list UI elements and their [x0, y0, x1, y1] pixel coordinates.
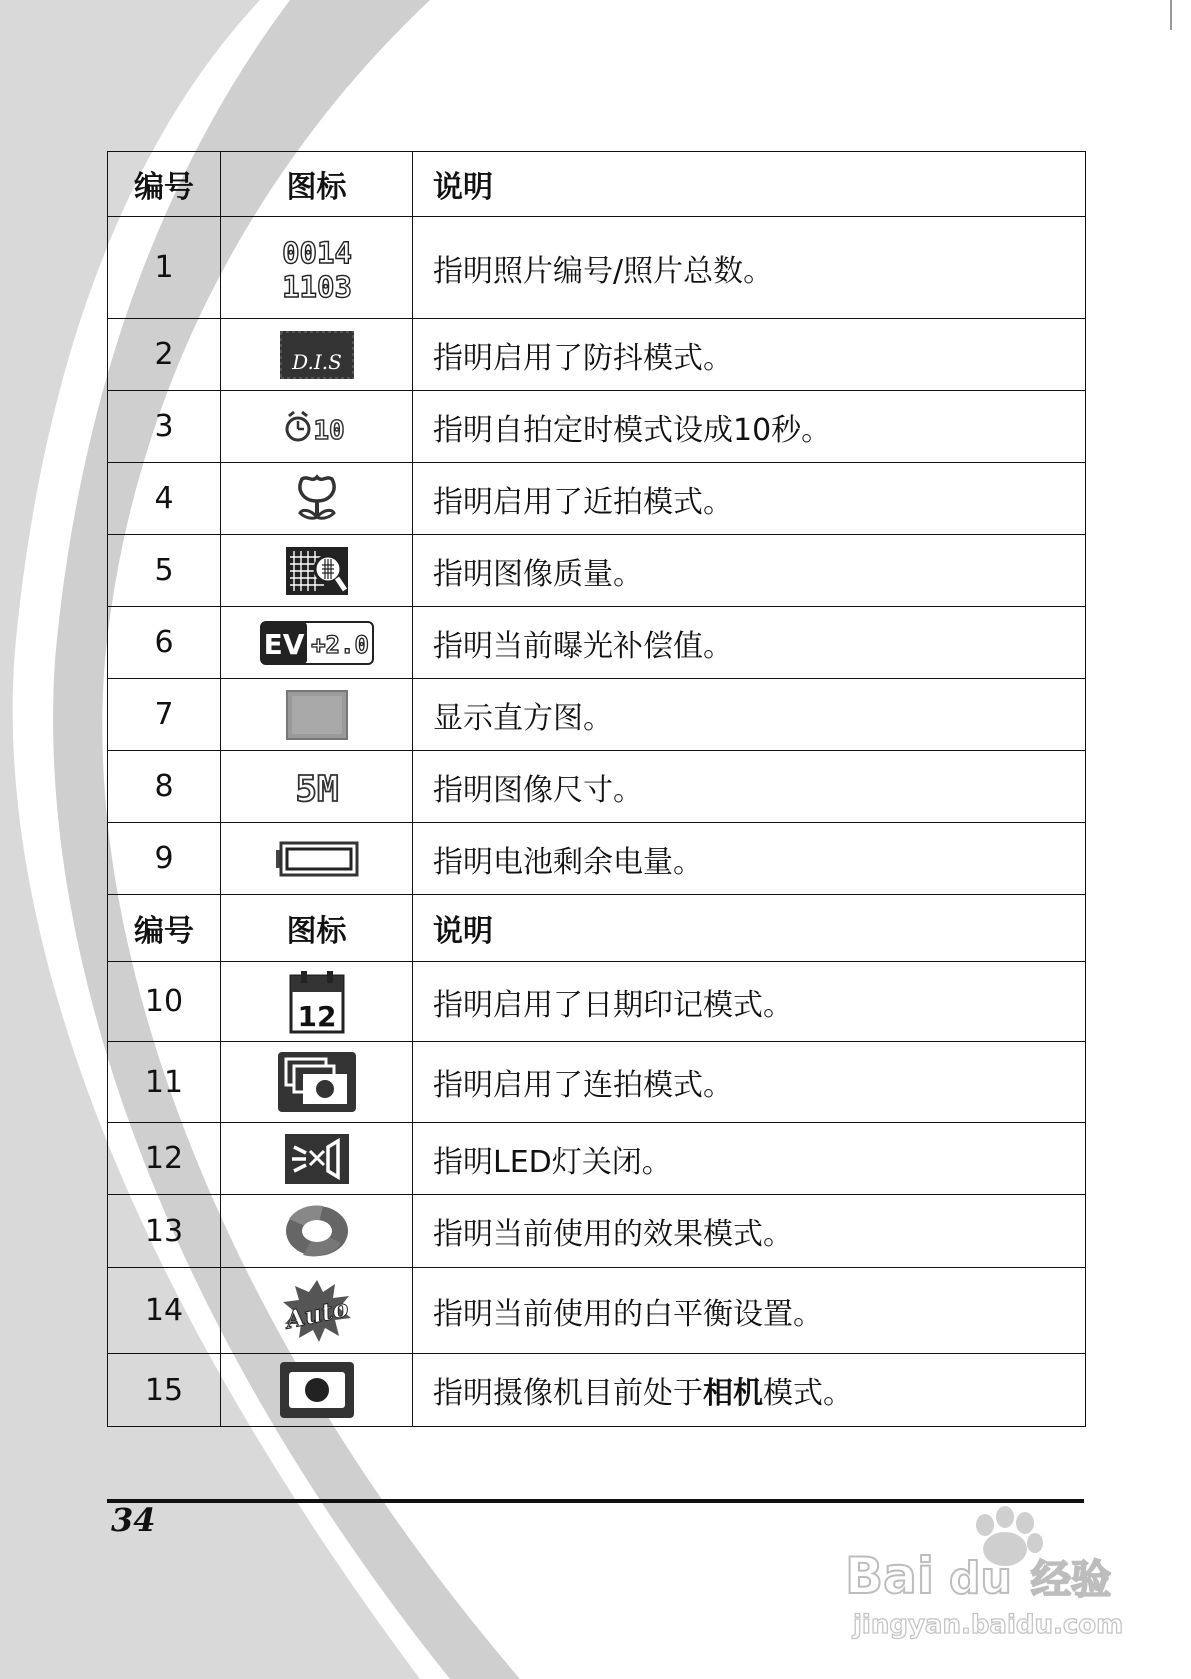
- row-description: 指明图像质量。: [413, 535, 1086, 607]
- row-number: 5: [108, 535, 221, 607]
- watermark-logo-du: du: [949, 1553, 1012, 1604]
- header-number: 编号: [108, 152, 221, 217]
- row-description: 显示直方图。: [413, 679, 1086, 751]
- camera-mode-icon: [279, 1361, 355, 1419]
- desc-text-pre: 指明摄像机目前处于: [433, 1376, 703, 1411]
- ev-label: EV: [263, 627, 304, 661]
- table-row: [108, 607, 1086, 679]
- row-number: 2: [108, 319, 221, 391]
- table-row: [108, 679, 1086, 751]
- table-row: [108, 823, 1086, 895]
- row-number: 6: [108, 607, 221, 679]
- row-number: 12: [108, 1123, 221, 1195]
- table-row: [108, 535, 1086, 607]
- row-number: 11: [108, 1042, 221, 1123]
- table-header-row-repeat: [108, 895, 1086, 962]
- row-description: 指明当前使用的效果模式。: [413, 1195, 1086, 1268]
- battery-icon: [274, 840, 360, 878]
- row-number: 14: [108, 1268, 221, 1354]
- photo-counter-bottom: 1103: [281, 269, 352, 303]
- date-stamp-day: 12: [297, 999, 336, 1033]
- watermark-url: jingyan.baidu.com: [853, 1610, 1124, 1640]
- dis-icon: [280, 331, 354, 379]
- row-number: 10: [108, 962, 221, 1042]
- table-row: [108, 217, 1086, 319]
- row-description: 指明启用了连拍模式。: [413, 1042, 1086, 1123]
- crop-mark: [1170, 0, 1172, 30]
- image-size-icon: [285, 767, 349, 807]
- effect-mode-icon: [283, 1203, 351, 1259]
- date-stamp-icon: [289, 970, 345, 1034]
- white-balance-auto-icon: [281, 1278, 353, 1344]
- histogram-icon: [286, 690, 348, 740]
- burst-mode-icon: [277, 1051, 357, 1113]
- row-number: 9: [108, 823, 221, 895]
- table-row: [108, 1354, 1086, 1427]
- row-number: 13: [108, 1195, 221, 1268]
- row-description: 指明启用了日期印记模式。: [413, 962, 1086, 1042]
- image-size-label: 5M: [294, 768, 339, 807]
- table-row: [108, 463, 1086, 535]
- row-description: 指明照片编号/照片总数。: [413, 217, 1086, 319]
- row-description: 指明LED灯关闭。: [413, 1123, 1086, 1195]
- row-description: [413, 1354, 1086, 1427]
- table-row: [108, 1123, 1086, 1195]
- row-description: 指明启用了防抖模式。: [413, 319, 1086, 391]
- row-description: 指明图像尺寸。: [413, 751, 1086, 823]
- header-description: 说明: [413, 895, 1086, 962]
- row-description: 指明当前使用的白平衡设置。: [413, 1268, 1086, 1354]
- table-header-row: [108, 152, 1086, 217]
- table-row: [108, 1195, 1086, 1268]
- led-off-icon: [284, 1133, 350, 1185]
- table-row: [108, 1268, 1086, 1354]
- row-number: 7: [108, 679, 221, 751]
- baidu-jingyan-watermark: [845, 1505, 1125, 1655]
- self-timer-seconds: 10: [312, 415, 345, 446]
- watermark-logo-left: Bai: [845, 1547, 934, 1605]
- photo-counter-top: 0014: [281, 235, 352, 270]
- exposure-compensation-icon: [260, 621, 374, 665]
- header-icon: 图标: [221, 152, 413, 217]
- desc-text-post: 模式。: [763, 1376, 853, 1411]
- footer-rule: [107, 1499, 1084, 1503]
- watermark-logo-cn: 经验: [1031, 1557, 1111, 1603]
- photo-counter-icon: [277, 233, 357, 303]
- image-quality-icon: [284, 545, 350, 597]
- row-description: 指明启用了近拍模式。: [413, 463, 1086, 535]
- ev-value: +2.0: [310, 630, 369, 659]
- page-number: 34: [111, 1501, 156, 1539]
- row-description: 指明当前曝光补偿值。: [413, 607, 1086, 679]
- header-icon: 图标: [221, 895, 413, 962]
- row-number: 4: [108, 463, 221, 535]
- table-row: [108, 751, 1086, 823]
- white-balance-label: Auto: [282, 1292, 351, 1334]
- icon-reference-table: [107, 151, 1086, 1427]
- header-description: 说明: [413, 152, 1086, 217]
- row-description: 指明自拍定时模式设成10秒。: [413, 391, 1086, 463]
- table-row: [108, 319, 1086, 391]
- row-description: 指明电池剩余电量。: [413, 823, 1086, 895]
- macro-flower-icon: [294, 473, 340, 525]
- table-row: [108, 1042, 1086, 1123]
- table-row: [108, 391, 1086, 463]
- dis-label: D.I.S: [291, 349, 342, 374]
- row-number: 1: [108, 217, 221, 319]
- table-row: [108, 962, 1086, 1042]
- self-timer-icon: [284, 407, 350, 447]
- row-number: 3: [108, 391, 221, 463]
- desc-text-bold: 相机: [703, 1376, 763, 1411]
- header-number: 编号: [108, 895, 221, 962]
- row-number: 15: [108, 1354, 221, 1427]
- row-number: 8: [108, 751, 221, 823]
